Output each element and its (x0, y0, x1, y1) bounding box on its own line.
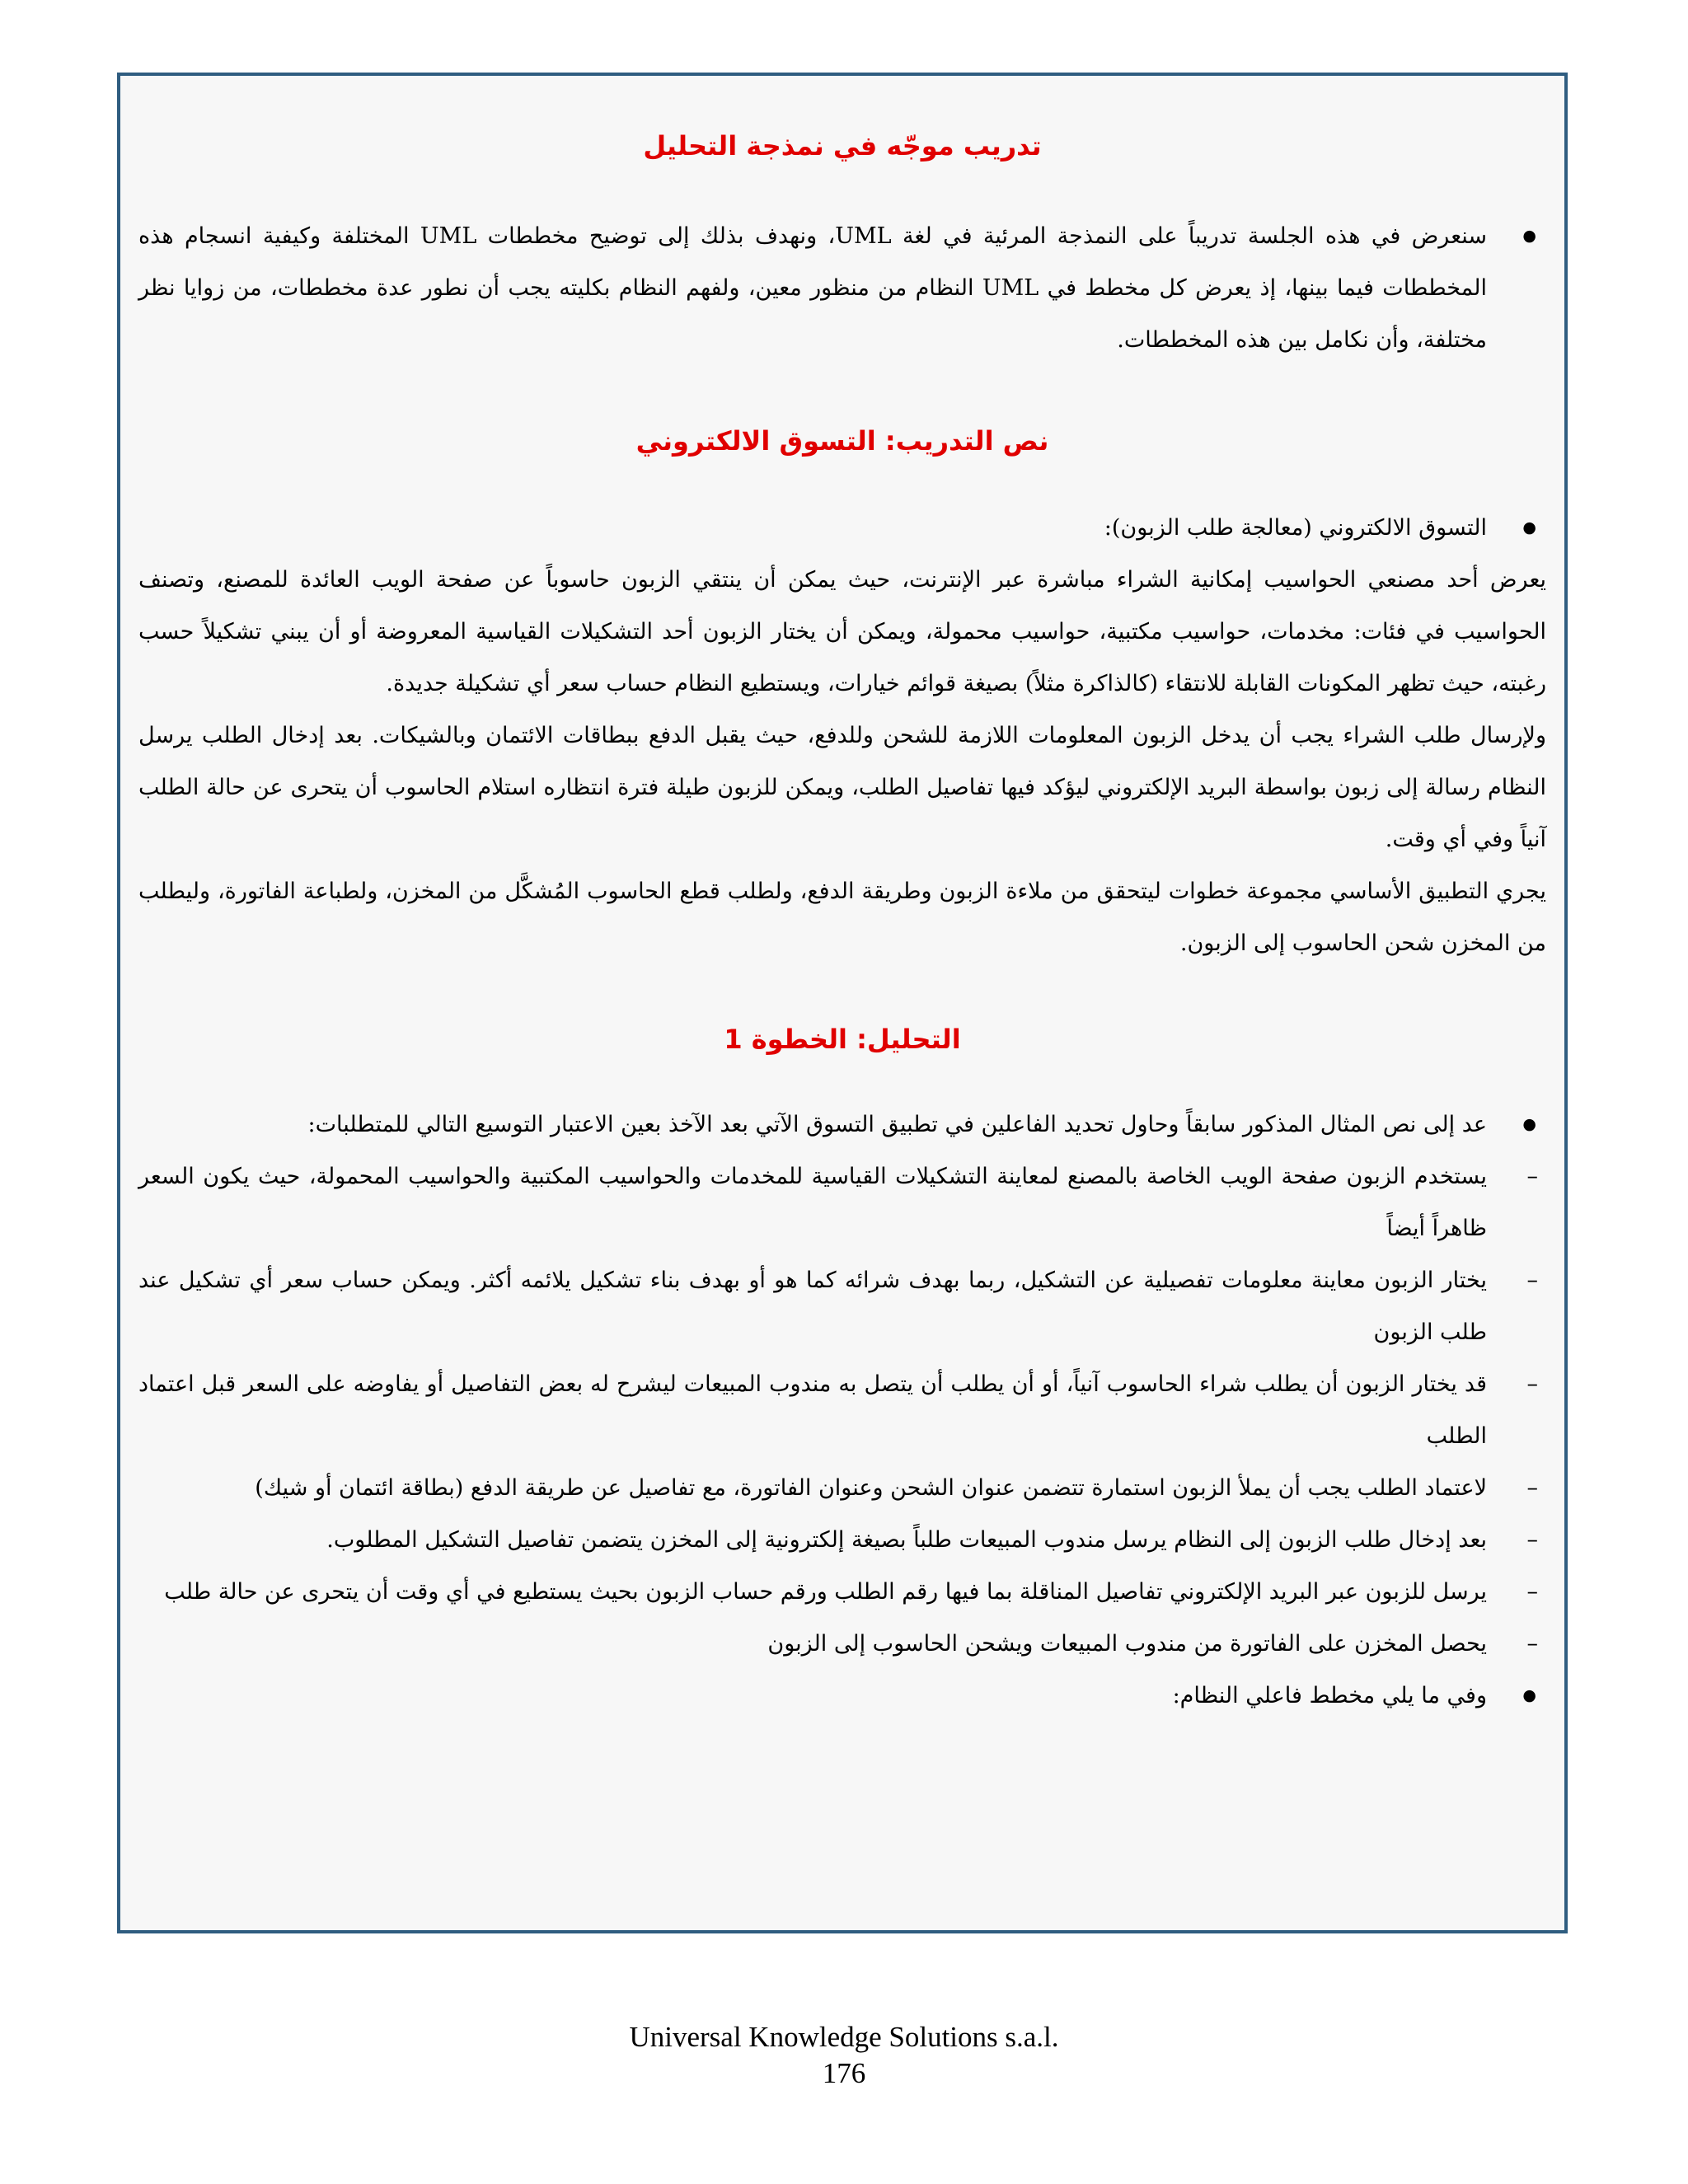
paragraph: يجري التطبيق الأساسي مجموعة خطوات ليتحقق من ملاءة الزبون وطريقة الدفع، ولطلب قطع الحاسوب المُشكَّل من المخزن، ولطباعة الفاتورة، وليطلب من المخزن شحن الحاسوب إلى الزبون. (138, 879, 1546, 956)
content-frame (117, 73, 1568, 1933)
paragraph: ولإرسال طلب الشراء يجب أن يدخل الزبون المعلومات اللازمة للشحن وللدفع، حيث يقبل الدفع ببطاقات الائتمان وبالشيكات. بعد إدخال الطلب يرسل النظام رسالة إلى زبون بواسطة البريد الإلكتروني ليؤكد فيها تفاصيل الطلب، ويمكن للزبون طيلة فترة انتظاره استلام الحاسوب أن يتحرى عن حالة الطلب آنياً وفي أي وقت. (138, 723, 1546, 852)
list-item: ● عد إلى نص المثال المذكور سابقاً وحاول تحديد الفاعلين في تطبيق التسوق الآتي بعد الآخذ بعين الاعتبار التوسيع التالي للمتطلبات: (138, 1099, 1546, 1151)
requirements-list (138, 1099, 1546, 1722)
list-item: – لاعتماد الطلب يجب أن يملأ الزبون استمارة تتضمن عنوان الشحن وعنوان الفاتورة، مع تفاصيل عن طريقة الدفع (بطاقة ائتمان أو شيك) (138, 1462, 1546, 1514)
list-item: – قد يختار الزبون أن يطلب شراء الحاسوب آنياً، أو أن يطلب أن يتصل به مندوب المبيعات ليشرح له بعض التفاصيل أو يفاوضه على السعر قبل اعتماد الطلب (138, 1358, 1546, 1462)
list-item: – يختار الزبون معاينة معلومات تفصيلية عن التشكيل، ربما بهدف شرائه كما هو أو بهدف بناء تشكيل يلائمه أكثر. ويمكن حساب سعر أي تشكيل عند طلب الزبون (138, 1254, 1546, 1358)
list-item: ● سنعرض في هذه الجلسة تدريباً على النمذجة المرئية في لغة UML، ونهدف بذلك إلى توضيح مخططات UML المختلفة وكيفية انسجام هذه المخططات فيما بينها، إذ يعرض كل مخطط في UML النظام من منظور معين، ولفهم النظام بكليته يجب أن نطور عدة مخططات، من زوايا نظر مختلفة، وأن نكامل بين هذه المخططات. (138, 210, 1546, 366)
paragraph: يعرض أحد مصنعي الحواسيب إمكانية الشراء مباشرة عبر الإنترنت، حيث يمكن أن ينتقي الزبون حاسوباً عن صفحة الويب العائدة للمصنع، وتصنف الحواسيب في فئات: مخدمات، حواسيب مكتبية، حواسيب محمولة، ويمكن أن يختار الزبون أحد التشكيلات القياسية المعروضة أو أن يبني تشكيلاً حسب رغبته، حيث تظهر المكونات القابلة للانتقاء (كالذاكرة مثلاً) بصيغة قوائم خيارات، ويستطيع النظام حساب سعر أي تشكيلة جديدة. (138, 567, 1547, 696)
list-item: – يحصل المخزن على الفاتورة من مندوب المبيعات ويشحن الحاسوب إلى الزبون (138, 1618, 1546, 1670)
list-item: – بعد إدخال طلب الزبون إلى النظام يرسل مندوب المبيعات طلباً بصيغة إلكترونية إلى المخزن يتضمن تفاصيل التشكيل المطلوب. (138, 1514, 1546, 1566)
bullet-list (138, 210, 1546, 366)
page-content (138, 76, 1546, 1930)
page-number: 176 (822, 2057, 866, 2089)
section-title: تدريب موجّه في نمذجة التحليل (643, 130, 1042, 162)
page-footer (0, 2019, 1688, 2092)
footer-company: Universal Knowledge Solutions s.a.l. (629, 2021, 1059, 2053)
list-item: ● وفي ما يلي مخطط فاعلي النظام: (138, 1670, 1546, 1722)
list-item: ● التسوق الالكتروني (معالجة طلب الزبون): (138, 502, 1546, 554)
bullet-list (138, 502, 1546, 554)
list-item: – يرسل للزبون عبر البريد الإلكتروني تفاصيل المناقلة بما فيها رقم الطلب ورقم حساب الزبون بحيث يستطيع في أي وقت أن يتحرى عن حالة طلب (138, 1566, 1546, 1618)
section-title: نص التدريب: التسوق الالكتروني (635, 425, 1049, 457)
section-title: التحليل: الخطوة 1 (724, 1024, 961, 1055)
list-item: – يستخدم الزبون صفحة الويب الخاصة بالمصنع لمعاينة التشكيلات القياسية للمخدمات والحواسيب المكتبية والحواسيب المحمولة، حيث يكون السعر ظاهراً أيضاً (138, 1151, 1546, 1254)
